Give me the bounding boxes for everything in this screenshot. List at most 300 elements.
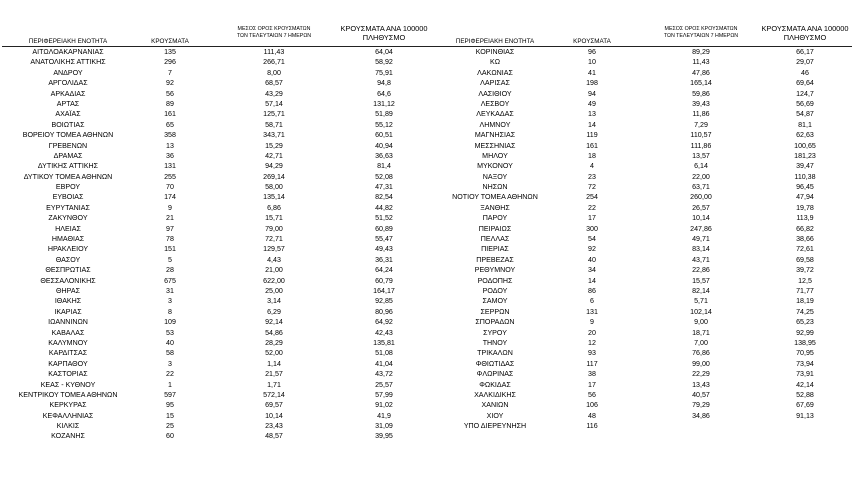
cases-cell: 3 <box>168 359 172 368</box>
per-100k-cell: 74,25 <box>796 307 814 316</box>
region-cell: ΡΟΔΟΠΗΣ <box>477 276 513 285</box>
per-100k-cell: 135,81 <box>373 338 395 347</box>
region-cell: ΑΙΤΩΛΟΑΚΑΡΝΑΝΙΑΣ <box>32 48 104 56</box>
average-cell: 111,86 <box>690 141 712 150</box>
per-100k-cell: 51,52 <box>375 214 393 223</box>
header-per-100k <box>338 20 430 46</box>
region-cell: ΗΜΑΘΙΑΣ <box>51 235 85 244</box>
cases-cell: 54 <box>588 235 596 244</box>
average-cell: 26,57 <box>692 203 710 212</box>
average-cell: 59,86 <box>692 89 710 98</box>
average-cell: 34,86 <box>692 411 710 420</box>
per-100k-cell: 36,63 <box>375 151 393 160</box>
per-100k-cell: 36,31 <box>375 255 393 264</box>
cases-cell: 1 <box>168 380 172 389</box>
average-cell: 622,00 <box>263 276 285 285</box>
cases-cell: 53 <box>166 328 174 337</box>
table-row <box>430 203 854 213</box>
average-cell: 22,86 <box>692 266 710 275</box>
cases-cell: 18 <box>588 151 596 160</box>
table-row <box>430 213 854 223</box>
table-row <box>0 255 430 265</box>
table-row <box>430 348 854 358</box>
average-cell: 15,57 <box>692 276 710 285</box>
region-cell: ΙΘΑΚΗΣ <box>54 297 82 306</box>
per-100k-cell: 64,6 <box>377 89 391 98</box>
region-cell: ΚΑΒΑΛΑΣ <box>51 328 85 337</box>
average-cell: 3,14 <box>267 297 281 306</box>
cases-cell: 10 <box>588 58 596 67</box>
cases-cell: 597 <box>164 390 176 399</box>
cases-cell: 25 <box>166 422 174 431</box>
table-row <box>0 286 430 296</box>
cases-cell: 22 <box>166 370 174 379</box>
region-cell: ΜΑΓΝΗΣΙΑΣ <box>474 131 516 140</box>
region-cell: ΤΡΙΚΑΛΩΝ <box>477 349 513 358</box>
per-100k-cell: 96,45 <box>796 183 814 192</box>
table-row <box>0 213 430 223</box>
cases-cell: 72 <box>588 183 596 192</box>
per-100k-cell: 55,47 <box>375 235 393 244</box>
region-cell: ΚΕΝΤΡΙΚΟΥ ΤΟΜΕΑ ΑΘΗΝΩΝ <box>18 390 118 399</box>
average-cell: 99,00 <box>692 359 710 368</box>
per-100k-cell: 67,69 <box>796 401 814 410</box>
table-row <box>430 151 854 161</box>
table-row <box>430 421 854 431</box>
table-row <box>430 141 854 151</box>
table-row <box>430 99 854 109</box>
per-100k-cell: 64,04 <box>375 48 393 56</box>
region-cell: ΕΥΒΟΙΑΣ <box>52 193 84 202</box>
region-cell: ΒΟΡΕΙΟΥ ΤΟΜΕΑ ΑΘΗΝΩΝ <box>22 131 114 140</box>
per-100k-cell: 64,92 <box>375 318 393 327</box>
header-7day-average <box>218 20 330 46</box>
per-100k-cell: 55,12 <box>375 120 393 129</box>
cases-cell: 58 <box>166 349 174 358</box>
table-row <box>430 328 854 338</box>
cases-cell: 38 <box>588 370 596 379</box>
table-row <box>0 203 430 213</box>
cases-cell: 93 <box>588 349 596 358</box>
cases-cell: 14 <box>588 276 596 285</box>
table-row <box>0 328 430 338</box>
cases-cell: 13 <box>166 141 174 150</box>
per-100k-cell: 91,02 <box>375 401 393 410</box>
table-row <box>430 276 854 286</box>
average-cell: 10,14 <box>692 214 710 223</box>
right-rows <box>430 47 854 431</box>
cases-cell: 131 <box>586 307 598 316</box>
per-100k-cell: 65,23 <box>796 318 814 327</box>
per-100k-cell: 18,19 <box>796 297 814 306</box>
header-avg-line2: ΤΩΝ ΤΕΛΕΥΤΑΙΩΝ 7 ΗΜΕΡΩΝ <box>236 33 312 39</box>
average-cell: 76,86 <box>692 349 710 358</box>
cases-cell: 89 <box>166 99 174 108</box>
region-cell: ΑΝΑΤΟΛΙΚΗΣ ΑΤΤΙΚΗΣ <box>30 58 106 67</box>
per-100k-cell: 91,13 <box>796 411 814 420</box>
region-cell: ΡΟΔΟΥ <box>482 286 508 295</box>
average-cell: 25,00 <box>265 286 283 295</box>
region-cell: ΗΛΕΙΑΣ <box>55 224 81 233</box>
per-100k-cell: 131,12 <box>373 99 395 108</box>
table-row <box>0 296 430 306</box>
average-cell: 54,86 <box>265 328 283 337</box>
table-row <box>430 120 854 130</box>
region-cell: ΚΕΦΑΛΛΗΝΙΑΣ <box>42 411 94 420</box>
per-100k-cell: 82,54 <box>375 193 393 202</box>
cases-cell: 40 <box>166 338 174 347</box>
average-cell: 52,00 <box>265 349 283 358</box>
cases-cell: 60 <box>166 432 174 441</box>
cases-cell: 161 <box>586 141 598 150</box>
region-cell: ΚΩ <box>489 58 501 67</box>
cases-cell: 86 <box>588 286 596 295</box>
average-cell: 28,29 <box>265 338 283 347</box>
region-cell: ΝΗΣΩΝ <box>482 183 508 192</box>
left-rows <box>0 47 430 442</box>
cases-cell: 675 <box>164 276 176 285</box>
average-cell: 11,43 <box>692 58 710 67</box>
region-cell: ΠΙΕΡΙΑΣ <box>481 245 509 254</box>
table-row <box>430 296 854 306</box>
region-cell: ΣΕΡΡΩΝ <box>480 307 510 316</box>
per-100k-cell: 71,77 <box>796 286 814 295</box>
cases-cell: 23 <box>588 172 596 181</box>
region-cell: ΚΑΡΔΙΤΣΑΣ <box>48 349 88 358</box>
table-row <box>0 234 430 244</box>
cases-cell: 17 <box>588 380 596 389</box>
table-row <box>430 172 854 182</box>
average-cell: 21,57 <box>265 370 283 379</box>
header-avg-line1: ΜΕΣΟΣ ΟΡΟΣ ΚΡΟΥΣΜΑΤΩΝ <box>664 25 738 32</box>
per-100k-cell: 62,63 <box>796 131 814 140</box>
cases-cell: 28 <box>166 266 174 275</box>
region-cell: ΠΡΕΒΕΖΑΣ <box>476 255 514 264</box>
per-100k-cell: 100,65 <box>794 141 816 150</box>
region-cell: ΗΡΑΚΛΕΙΟΥ <box>47 245 89 254</box>
per-100k-cell: 57,99 <box>375 390 393 399</box>
region-cell: ΑΝΔΡΟΥ <box>53 68 83 77</box>
region-cell: ΑΡΤΑΣ <box>56 99 80 108</box>
region-cell: ΚΟΡΙΝΘΙΑΣ <box>475 48 515 56</box>
cases-cell: 13 <box>588 110 596 119</box>
cases-cell: 5 <box>168 255 172 264</box>
average-cell: 13,43 <box>692 380 710 389</box>
cases-cell: 174 <box>164 193 176 202</box>
per-100k-cell: 69,64 <box>796 79 814 88</box>
region-cell: ΥΠΟ ΔΙΕΡΕΥΝΗΣΗ <box>463 422 527 431</box>
region-cell: ΙΩΑΝΝΙΝΩΝ <box>48 318 88 327</box>
average-cell: 94,29 <box>265 162 283 171</box>
per-100k-cell: 31,09 <box>375 422 393 431</box>
table-row <box>0 421 430 431</box>
per-100k-cell: 47,31 <box>375 183 393 192</box>
cases-cell: 20 <box>588 328 596 337</box>
table-row <box>0 317 430 327</box>
region-cell: ΠΕΛΛΑΣ <box>480 235 510 244</box>
per-100k-cell: 41,04 <box>375 359 393 368</box>
table-row <box>430 411 854 421</box>
cases-cell: 78 <box>166 235 174 244</box>
average-cell: 23,43 <box>265 422 283 431</box>
table-row <box>430 57 854 67</box>
average-cell: 5,71 <box>694 297 708 306</box>
per-100k-cell: 113,9 <box>796 214 814 223</box>
average-cell: 1,14 <box>267 359 281 368</box>
average-cell: 83,14 <box>692 245 710 254</box>
header-avg-line1: ΜΕΣΟΣ ΟΡΟΣ ΚΡΟΥΣΜΑΤΩΝ <box>237 25 311 32</box>
cases-cell: 56 <box>588 390 596 399</box>
average-cell: 111,43 <box>263 48 285 56</box>
average-cell: 13,57 <box>692 151 710 160</box>
cases-cell: 97 <box>166 224 174 233</box>
table-row <box>0 348 430 358</box>
per-100k-cell: 38,66 <box>796 235 814 244</box>
average-cell: 58,71 <box>265 120 283 129</box>
table-row <box>0 172 430 182</box>
region-cell: ΣΥΡΟΥ <box>483 328 507 337</box>
per-100k-cell: 66,82 <box>796 224 814 233</box>
table-row <box>430 265 854 275</box>
table-row <box>0 47 430 57</box>
region-cell: ΑΡΚΑΔΙΑΣ <box>50 89 86 98</box>
table-row <box>430 89 854 99</box>
region-cell: ΘΑΣΟΥ <box>55 255 81 264</box>
table-row <box>430 161 854 171</box>
cases-cell: 70 <box>166 183 174 192</box>
region-cell: ΠΕΙΡΑΙΩΣ <box>478 224 512 233</box>
table-row <box>0 120 430 130</box>
per-100k-cell: 52,88 <box>796 390 814 399</box>
region-cell: ΚΕΡΚΥΡΑΣ <box>49 401 87 410</box>
table-row <box>0 109 430 119</box>
average-cell: 15,29 <box>265 141 283 150</box>
cases-cell: 41 <box>588 68 596 77</box>
region-cell: ΘΕΣΠΡΩΤΙΑΣ <box>45 266 91 275</box>
table-row <box>430 400 854 410</box>
region-cell: ΔΥΤΙΚΗΣ ΑΤΤΙΚΗΣ <box>37 162 99 171</box>
average-cell: 11,86 <box>692 110 710 119</box>
cases-cell: 15 <box>166 411 174 420</box>
region-cell: ΛΑΣΙΘΙΟΥ <box>478 89 512 98</box>
per-100k-cell: 80,96 <box>375 307 393 316</box>
average-cell: 49,71 <box>692 235 710 244</box>
table-row <box>430 317 854 327</box>
header-cases <box>130 20 210 46</box>
per-100k-cell: 110,38 <box>794 172 816 181</box>
average-cell: 7,29 <box>694 120 708 129</box>
table-row <box>0 99 430 109</box>
table-row <box>430 109 854 119</box>
per-100k-cell: 164,17 <box>373 286 395 295</box>
per-100k-cell: 72,61 <box>796 245 814 254</box>
average-cell: 68,57 <box>265 79 283 88</box>
region-cell: ΓΡΕΒΕΝΩΝ <box>48 141 88 150</box>
table-row <box>0 89 430 99</box>
header-avg-line2: ΤΩΝ ΤΕΛΕΥΤΑΙΩΝ 7 ΗΜΕΡΩΝ <box>663 33 739 39</box>
per-100k-cell: 40,94 <box>375 141 393 150</box>
per-100k-cell: 56,69 <box>796 99 814 108</box>
average-cell: 22,29 <box>692 370 710 379</box>
cases-cell: 135 <box>164 48 176 56</box>
cases-cell: 48 <box>588 411 596 420</box>
per-100k-cell: 81,4 <box>377 162 391 171</box>
table-row <box>0 276 430 286</box>
region-cell: ΘΕΣΣΑΛΟΝΙΚΗΣ <box>40 276 96 285</box>
per-100k-cell: 73,94 <box>796 359 814 368</box>
cases-cell: 95 <box>166 401 174 410</box>
table-row <box>0 338 430 348</box>
region-cell: ΘΗΡΑΣ <box>56 286 80 295</box>
cases-cell: 4 <box>590 162 594 171</box>
average-cell: 269,14 <box>263 172 285 181</box>
cases-cell: 36 <box>166 151 174 160</box>
cases-cell: 198 <box>586 79 598 88</box>
region-cell: ΞΑΝΘΗΣ <box>480 203 510 212</box>
cases-cell: 21 <box>166 214 174 223</box>
average-cell: 79,00 <box>265 224 283 233</box>
per-100k-cell: 75,91 <box>375 68 393 77</box>
table-row <box>430 286 854 296</box>
region-cell: ΔΥΤΙΚΟΥ ΤΟΜΕΑ ΑΘΗΝΩΝ <box>23 172 113 181</box>
header-per-100k <box>760 20 850 46</box>
average-cell: 8,00 <box>267 68 281 77</box>
average-cell: 9,00 <box>694 318 708 327</box>
average-cell: 48,57 <box>265 432 283 441</box>
region-cell: ΛΑΚΩΝΙΑΣ <box>477 68 513 77</box>
table-row <box>430 182 854 192</box>
header-region <box>2 20 134 46</box>
table-row <box>0 390 430 400</box>
region-cell: ΚΟΖΑΝΗΣ <box>51 432 85 441</box>
region-cell: ΧΙΟΥ <box>486 411 504 420</box>
average-cell: 39,43 <box>692 99 710 108</box>
region-cell: ΚΑΣΤΟΡΙΑΣ <box>48 370 88 379</box>
per-100k-cell: 52,08 <box>375 172 393 181</box>
cases-cell: 56 <box>166 89 174 98</box>
table-row <box>0 182 430 192</box>
table-row <box>0 369 430 379</box>
average-cell: 266,71 <box>263 58 285 67</box>
average-cell: 69,57 <box>265 401 283 410</box>
table-row <box>0 411 430 421</box>
region-cell: ΛΑΡΙΣΑΣ <box>480 79 510 88</box>
region-cell: ΖΑΚΥΝΘΟΥ <box>48 214 88 223</box>
per-100k-cell: 47,94 <box>796 193 814 202</box>
table-row <box>0 380 430 390</box>
cases-cell: 31 <box>166 286 174 295</box>
region-cell: ΜΥΚΟΝΟΥ <box>477 162 513 171</box>
per-100k-cell: 39,47 <box>796 162 814 171</box>
average-cell: 22,00 <box>692 172 710 181</box>
header-cases <box>550 20 634 46</box>
table-row <box>430 234 854 244</box>
region-cell: ΕΒΡΟΥ <box>55 183 81 192</box>
region-cell: ΛΕΣΒΟΥ <box>480 99 510 108</box>
average-cell: 572,14 <box>263 390 285 399</box>
cases-cell: 14 <box>588 120 596 129</box>
cases-cell: 92 <box>166 79 174 88</box>
table-row <box>430 369 854 379</box>
per-100k-cell: 92,99 <box>796 328 814 337</box>
header-per100k-line2: ΠΛΗΘΥΣΜΟ <box>783 33 827 42</box>
cases-cell: 300 <box>586 224 598 233</box>
region-cell: ΧΑΝΙΩΝ <box>481 401 509 410</box>
average-cell: 57,14 <box>265 99 283 108</box>
table-row <box>430 192 854 202</box>
region-cell: ΛΕΥΚΑΔΑΣ <box>476 110 514 119</box>
region-cell: ΝΑΞΟΥ <box>482 172 508 181</box>
cases-cell: 119 <box>586 131 598 140</box>
average-cell: 1,71 <box>267 380 281 389</box>
table-row <box>0 68 430 78</box>
average-cell: 6,86 <box>267 203 281 212</box>
per-100k-cell: 58,92 <box>375 58 393 67</box>
average-cell: 21,00 <box>265 266 283 275</box>
header-region-label: ΠΕΡΙΦΕΡΕΙΑΚΗ ΕΝΟΤΗΤΑ <box>28 38 108 45</box>
table-row <box>0 151 430 161</box>
region-cell: ΠΑΡΟΥ <box>482 214 508 223</box>
per-100k-cell: 73,91 <box>796 370 814 379</box>
header-region <box>430 20 560 46</box>
table-row <box>0 400 430 410</box>
cases-cell: 92 <box>588 245 596 254</box>
header-per100k-line1: ΚΡΟΥΣΜΑΤΑ ΑΝΑ 100000 <box>340 23 428 33</box>
region-cell: ΣΑΜΟΥ <box>482 297 508 306</box>
average-cell: 6,29 <box>267 307 281 316</box>
cases-cell: 109 <box>164 318 176 327</box>
average-cell: 18,71 <box>692 328 710 337</box>
table-row <box>0 141 430 151</box>
table-row <box>0 307 430 317</box>
average-cell: 40,57 <box>692 390 710 399</box>
cases-cell: 255 <box>164 172 176 181</box>
header-per100k-line1: ΚΡΟΥΣΜΑΤΑ ΑΝΑ 100000 <box>761 23 849 33</box>
table-row <box>0 265 430 275</box>
average-cell: 247,86 <box>690 224 712 233</box>
per-100k-cell: 92,85 <box>375 297 393 306</box>
per-100k-cell: 19,78 <box>796 203 814 212</box>
per-100k-cell: 25,57 <box>375 380 393 389</box>
per-100k-cell: 39,72 <box>796 266 814 275</box>
per-100k-cell: 138,95 <box>794 338 816 347</box>
per-100k-cell: 60,51 <box>375 131 393 140</box>
region-cell: ΜΕΣΣΗΝΙΑΣ <box>474 141 516 150</box>
per-100k-cell: 49,43 <box>375 245 393 254</box>
table-row <box>0 224 430 234</box>
per-100k-cell: 39,95 <box>375 432 393 441</box>
header-7day-average <box>642 20 760 46</box>
region-cell: ΙΚΑΡΙΑΣ <box>54 307 82 316</box>
per-100k-cell: 42,43 <box>375 328 393 337</box>
per-100k-cell: 41,9 <box>377 411 391 420</box>
cases-cell: 49 <box>588 99 596 108</box>
average-cell: 10,14 <box>265 411 283 420</box>
cases-cell: 151 <box>164 245 176 254</box>
cases-cell: 9 <box>168 203 172 212</box>
table-row <box>0 161 430 171</box>
table-row <box>430 47 854 57</box>
average-cell: 43,29 <box>265 89 283 98</box>
region-cell: ΚΕΑΣ - ΚΥΘΝΟΥ <box>40 380 96 389</box>
average-cell: 102,14 <box>690 307 712 316</box>
per-100k-cell: 69,58 <box>796 255 814 264</box>
cases-cell: 9 <box>590 318 594 327</box>
cases-cell: 12 <box>588 338 596 347</box>
region-cell: ΚΑΛΥΜΝΟΥ <box>48 338 88 347</box>
cases-cell: 296 <box>164 58 176 67</box>
region-cell: ΒΟΙΩΤΙΑΣ <box>51 120 85 129</box>
